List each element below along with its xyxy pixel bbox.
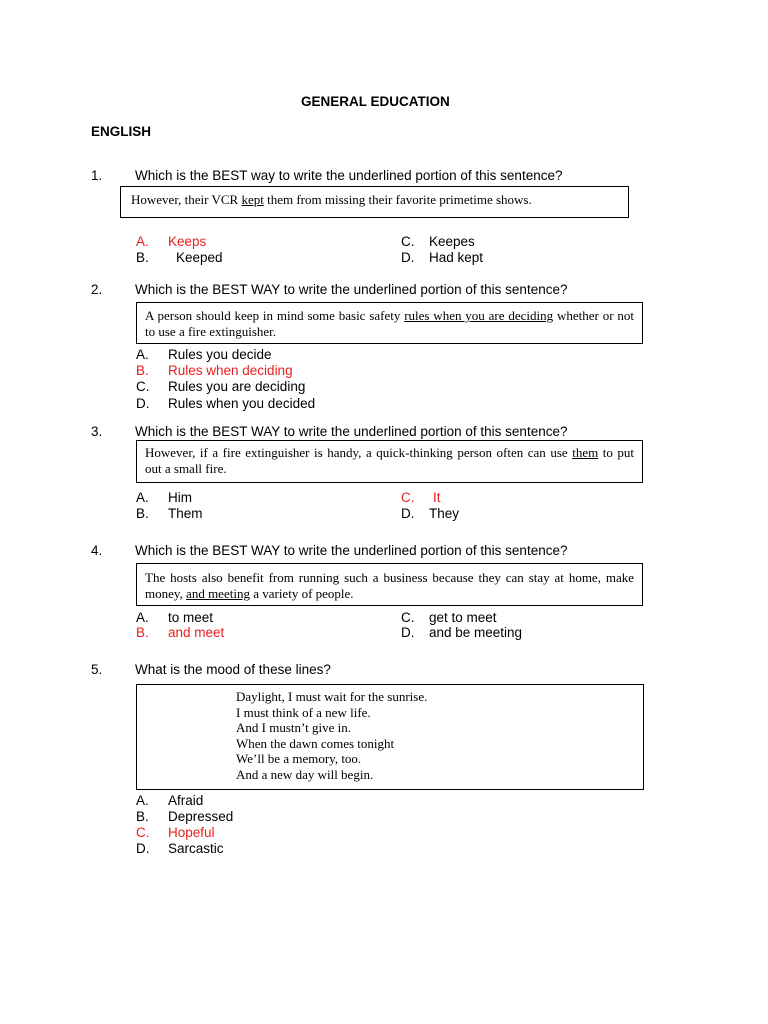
question-prompt: Which is the BEST WAY to write the underlined portion of this sentence?: [135, 282, 568, 297]
option-c[interactable]: C. get to meet: [401, 610, 497, 625]
question-number: 2.: [91, 282, 103, 297]
passage-box: [136, 563, 643, 606]
question-number: 1.: [91, 168, 103, 183]
option-c[interactable]: C. Hopeful: [136, 825, 215, 840]
section-heading: ENGLISH: [91, 124, 152, 139]
question-prompt: What is the mood of these lines?: [135, 662, 331, 677]
option-b[interactable]: B. and meet: [136, 625, 225, 640]
option-d[interactable]: D. Sarcastic: [136, 841, 224, 856]
poem-line: And a new day will begin.: [236, 766, 374, 782]
option-b[interactable]: B. Rules when deciding: [136, 363, 293, 378]
option-d[interactable]: D. They: [401, 506, 460, 521]
passage-box: [136, 440, 643, 483]
option-c[interactable]: C. Keepes: [401, 234, 475, 249]
option-a[interactable]: A. Afraid: [136, 793, 204, 808]
question-number: 3.: [91, 424, 103, 439]
passage-text: However, if a fire extinguisher is handy, a quick-thinking person often can use them to put out a small fire.: [145, 445, 634, 476]
option-a[interactable]: A. Keeps: [136, 234, 207, 249]
page-title: GENERAL EDUCATION: [301, 94, 450, 109]
option-b[interactable]: B. Them: [136, 506, 203, 521]
option-b[interactable]: B. Depressed: [136, 809, 234, 824]
question-number: 5.: [91, 662, 103, 677]
poem-line: And I mustn’t give in.: [236, 720, 351, 735]
poem-box: [136, 684, 644, 790]
passage-text: However, their VCR kept them from missing their favorite primetime shows.: [131, 192, 532, 207]
option-c[interactable]: C. It: [401, 490, 441, 505]
option-c[interactable]: C. Rules you are deciding: [136, 379, 306, 394]
question-prompt: Which is the BEST WAY to write the underlined portion of this sentence?: [135, 424, 568, 439]
poem-line: I must think of a new life.: [236, 704, 371, 720]
passage-box: [120, 186, 629, 218]
option-a[interactable]: A. Him: [136, 490, 192, 505]
passage-text: A person should keep in mind some basic safety rules when you are deciding whether or not to use a fire extinguisher.: [145, 308, 634, 339]
question-number: 4.: [91, 543, 103, 558]
poem-line: We’ll be a memory, too.: [236, 751, 362, 766]
passage-box: [136, 302, 643, 344]
option-a[interactable]: A. Rules you decide: [136, 347, 272, 362]
poem-line: When the dawn comes tonight: [236, 735, 395, 751]
question-prompt: Which is the BEST way to write the underlined portion of this sentence?: [135, 168, 563, 183]
question-prompt: Which is the BEST WAY to write the underlined portion of this sentence?: [135, 543, 568, 558]
poem-line: Daylight, I must wait for the sunrise.: [236, 689, 428, 704]
passage-text: The hosts also benefit from running such a business because they can stay at home, make money, and meeting a variety of people.: [145, 570, 634, 601]
option-b[interactable]: B. Keeped: [136, 250, 223, 265]
option-a[interactable]: A. to meet: [136, 610, 214, 625]
option-d[interactable]: D. and be meeting: [401, 625, 523, 640]
poem-text: [236, 689, 427, 782]
option-d[interactable]: D. Had kept: [401, 250, 484, 265]
option-d[interactable]: D. Rules when you decided: [136, 396, 316, 411]
